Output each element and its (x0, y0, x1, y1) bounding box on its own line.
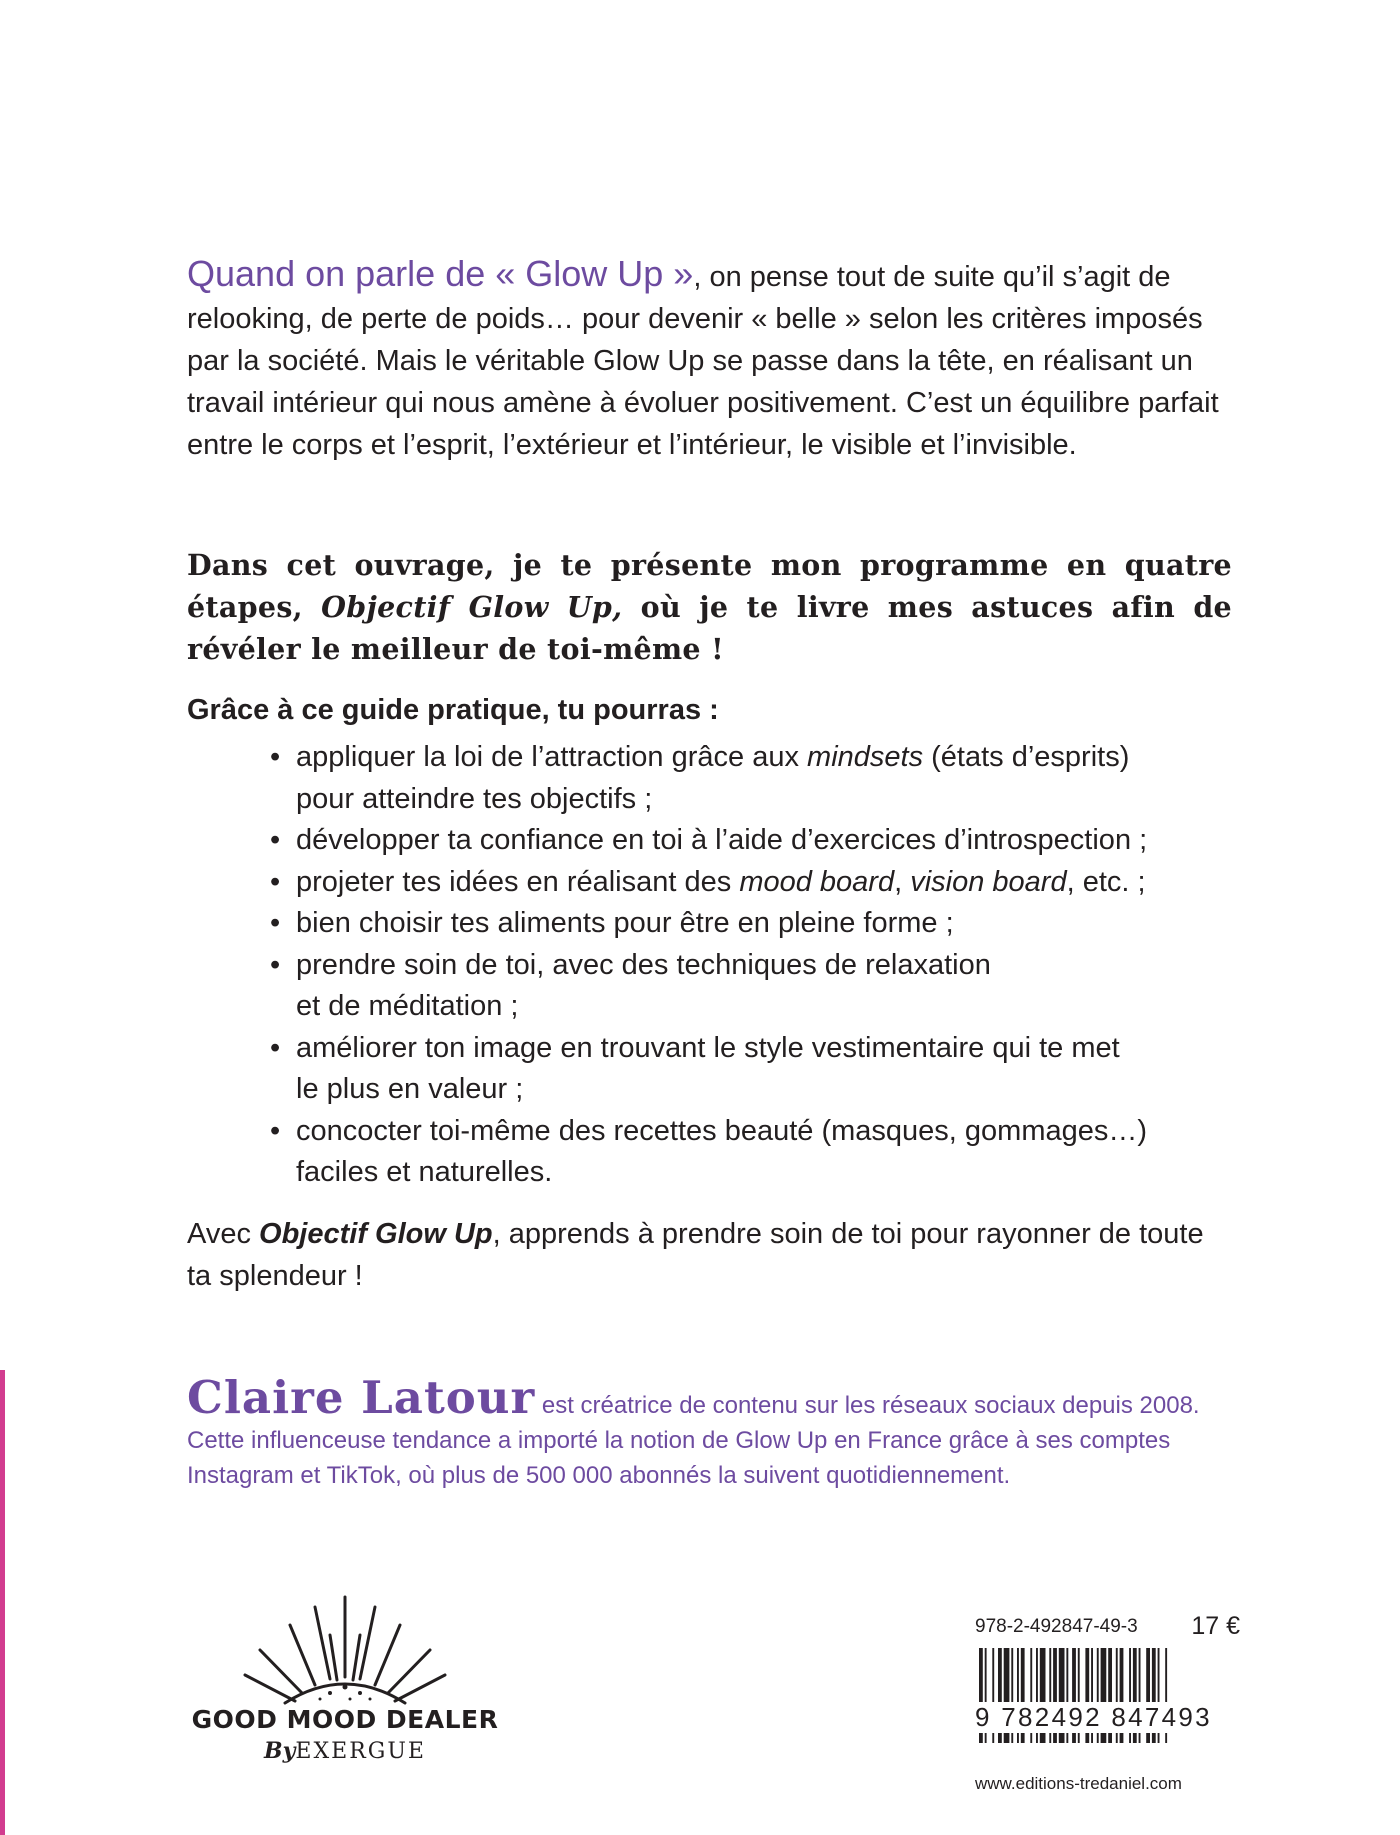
intro-paragraph (187, 253, 1232, 466)
outro-title: Objectif Glow Up (259, 1218, 493, 1250)
list-item (270, 945, 1250, 1028)
isbn: 978-2-492847-49-3 (975, 1616, 1138, 1637)
list-item (270, 737, 1250, 820)
highlight-title: Objectif Glow Up, (321, 590, 623, 624)
outro-after: , apprends à prendre soin de toi pour rayonner de toute ta splendeur ! (187, 1218, 1204, 1292)
list-text: (états d’esprits) (923, 741, 1130, 773)
list-text: améliorer ton image en trouvant le style vestimentaire qui te met (296, 1031, 1120, 1064)
publisher-brand: GOOD MOOD DEALER (191, 1705, 499, 1734)
bullet-icon: • (270, 1031, 281, 1064)
list-item (270, 862, 1250, 904)
highlight-paragraph (187, 544, 1232, 670)
list-text: développer ta confiance en toi à l’aide d’exercices d’introspection ; (296, 824, 1148, 856)
list-text: pour atteindre tes objectifs ; (296, 782, 653, 815)
outro-paragraph (187, 1213, 1232, 1297)
list-item (270, 903, 1250, 945)
list-emphasis: vision board (910, 865, 1067, 898)
publisher-website: www.editions-tredaniel.com (975, 1774, 1182, 1793)
list-text: faciles et naturelles. (296, 1156, 553, 1188)
list-item (270, 1111, 1250, 1194)
list-emphasis: mindsets (807, 741, 924, 773)
publisher-by: By (264, 1738, 296, 1764)
author-bio-text: est créatrice de contenu sur les réseaux sociaux depuis 2008. Cette influenceuse tendance a importé la notion de Glow Up en France grâce à ses comptes Instagram et TikTok, où plus de 500 000 abonnés la suivent quotidiennement. (187, 1392, 1200, 1489)
sunburst-icon (190, 1595, 500, 1705)
list-text: , (894, 865, 911, 898)
outro-before: Avec (187, 1218, 260, 1250)
intro-text: , on pense tout de suite qu’il s’agit de relooking, de perte de poids… pour devenir « belle » selon les critères imposés par la société. Mais le véritable Glow Up se passe dans la tête, en réalisant un travail intérieur qui nous amène à évoluer positivement. C’est un équilibre parfait entre le corps et l’esprit, l’extérieur et l’intérieur, le visible et l’invisible. (187, 261, 1219, 461)
cover-edge-stripe (0, 1370, 5, 1835)
list-text: et de méditation ; (296, 990, 519, 1022)
list-text: bien choisir tes aliments pour être en pleine forme ; (296, 907, 954, 939)
barcode-digits: 9 782492 847493 (975, 1702, 1240, 1733)
guide-heading: Grâce à ce guide pratique, tu pourras : (187, 694, 719, 726)
publisher-imprint-name: EXERGUE (295, 1739, 426, 1764)
bullet-icon: • (270, 948, 281, 981)
list-text: prendre soin de toi, avec des techniques de relaxation (296, 948, 991, 981)
highlight-before: Dans cet ouvrage, je te présente mon programme en quatre étapes, (187, 548, 1232, 624)
bullet-icon: • (270, 741, 281, 773)
bullet-icon: • (270, 1114, 281, 1147)
publisher-logo (190, 1595, 500, 1765)
intro-lead: Quand on parle de « Glow Up » (187, 253, 694, 294)
bullet-icon: • (270, 824, 281, 856)
list-text: , etc. ; (1066, 865, 1146, 898)
highlight-after: où je te livre mes astuces afin de révéler le meilleur de toi-même ! (187, 590, 1232, 666)
list-text: le plus en valeur ; (296, 1073, 524, 1105)
list-item (270, 820, 1250, 862)
list-text: concocter toi-même des recettes beauté (masques, gommages…) (296, 1114, 1148, 1147)
list-text: appliquer la loi de l’attraction grâce aux (296, 741, 808, 773)
list-text: projeter tes idées en réalisant des (296, 865, 740, 898)
price: 17 € (1191, 1612, 1240, 1640)
bullet-icon: • (270, 865, 281, 898)
publisher-imprint (190, 1738, 500, 1764)
bullet-icon: • (270, 907, 281, 939)
author-bio (187, 1371, 1247, 1493)
benefit-list (270, 737, 1250, 1194)
list-emphasis: mood board (739, 865, 895, 898)
barcode-block (975, 1612, 1240, 1761)
author-name: Claire Latour (187, 1371, 536, 1424)
list-item (270, 1028, 1250, 1111)
